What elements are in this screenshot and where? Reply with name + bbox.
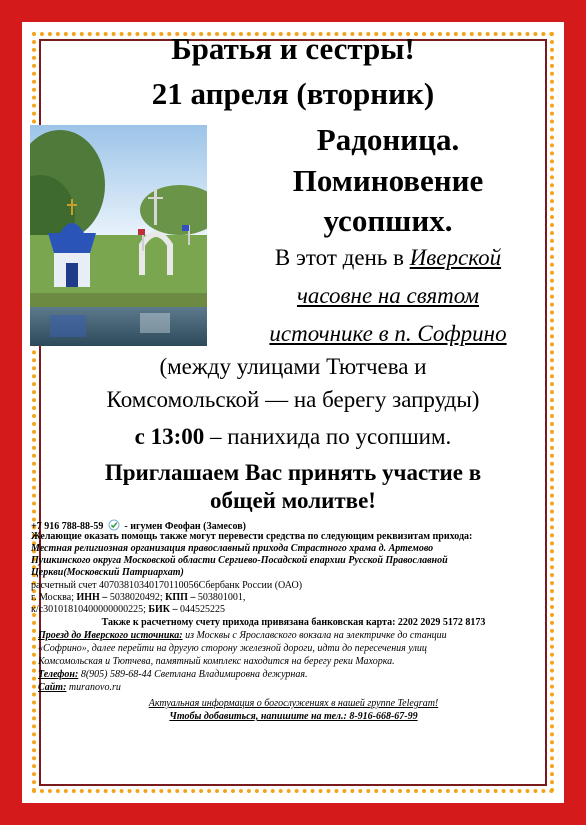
intro-line1 — [218, 241, 558, 275]
donation-corr-bik — [31, 604, 556, 616]
place-name-line1: Иверской — [409, 245, 502, 270]
service-description: – панихида по усопшим. — [204, 424, 452, 449]
directions-line3: Комсомольская и Тютчева, памятный комплекс находится на берегу реки Махорка. — [38, 656, 395, 667]
contact-phone: +7 916 788-88-59 — [31, 521, 104, 532]
directions-line2: «Софрино», далее перейти на другую сторону железной дороги, идти до пересечения улиц — [38, 643, 427, 654]
donation-inn-kpp — [31, 592, 556, 604]
place-name-line2: часовне на святом — [296, 283, 480, 308]
intro-prefix: В этот день в — [274, 245, 410, 270]
directions-line1 — [38, 630, 556, 642]
donation-card: Также к расчетному счету прихода привязана банковская карта: 2202 2029 5172 8173 — [101, 617, 486, 628]
site-label: Сайт: — [38, 682, 67, 693]
kpp-label: КПП – — [165, 592, 198, 603]
service-time-value: с 13:00 — [134, 424, 205, 449]
invite-line1: Приглашаем Вас принять участие в — [104, 460, 482, 485]
donation-city: г. Москва; — [31, 592, 77, 603]
place-name-line3: источнике в п. Софрино — [269, 321, 507, 346]
duty-phone: 8(905) 589-68-44 Светлана Владимировна дежурная. — [78, 669, 308, 680]
contact-person: - игумен Феофан (Замесов) — [124, 521, 246, 532]
intro-line2 — [218, 279, 558, 313]
donation-intro: Желающие оказать помощь также могут перевести средства по следующим реквизитам прихода: — [31, 531, 473, 542]
chapel-photo — [30, 125, 207, 346]
phone-line — [38, 669, 556, 681]
date-heading: 21 апреля (вторник) — [151, 76, 435, 111]
bik-value: 044525225 — [180, 604, 225, 615]
title-departed: усопших. — [323, 203, 453, 238]
donation-org-line3: Церкви(Московский Патриархат) — [31, 567, 184, 578]
location-line1: (между улицами Тютчева и — [159, 354, 427, 379]
poster — [28, 28, 558, 797]
intro-line3 — [218, 317, 558, 351]
title-commemoration: Поминовение — [292, 163, 484, 198]
donation-account: расчетный счет 40703810340170110056Сбербанк России (ОАО) — [31, 580, 303, 591]
inn-label: ИНН – — [76, 592, 110, 603]
bik-label: БИК – — [148, 604, 180, 615]
chapel-photo-svg — [30, 125, 207, 346]
greeting: Братья и сестры! — [171, 31, 415, 66]
telegram-contact: Чтобы добавиться, напишите на тел.: 8-916-668-67-99 — [169, 711, 418, 722]
site-line — [38, 682, 556, 694]
directions-text1: из Москвы с Ярославского вокзала на электричке до станции — [182, 630, 447, 641]
site-link[interactable]: muranovo.ru — [66, 682, 121, 693]
phone-label: Телефон: — [38, 669, 79, 680]
directions-label: Проезд до Иверского источника: — [38, 630, 183, 641]
kpp-value: 503801001, — [197, 592, 246, 603]
donation-org-line1: Местная религиозная организация православный прихода Страстного храма д. Артемово — [31, 543, 434, 554]
location-line2: Комсомольской — на берегу запруды) — [106, 387, 480, 412]
corr-account: к/с30101810400000000225; — [31, 604, 149, 615]
inn-value: 5038020492; — [109, 592, 166, 603]
title-radonitsa: Радоница. — [316, 122, 460, 157]
donation-org-line2: Пушкинского округа Московской области Сергиево-Посадской епархии Русской Православной — [31, 555, 448, 566]
invite-line2: общей молитве! — [210, 488, 376, 513]
service-time — [28, 420, 558, 454]
telegram-note: Актуальная информация о богослужениях в нашей группе Telegram! — [148, 698, 439, 709]
